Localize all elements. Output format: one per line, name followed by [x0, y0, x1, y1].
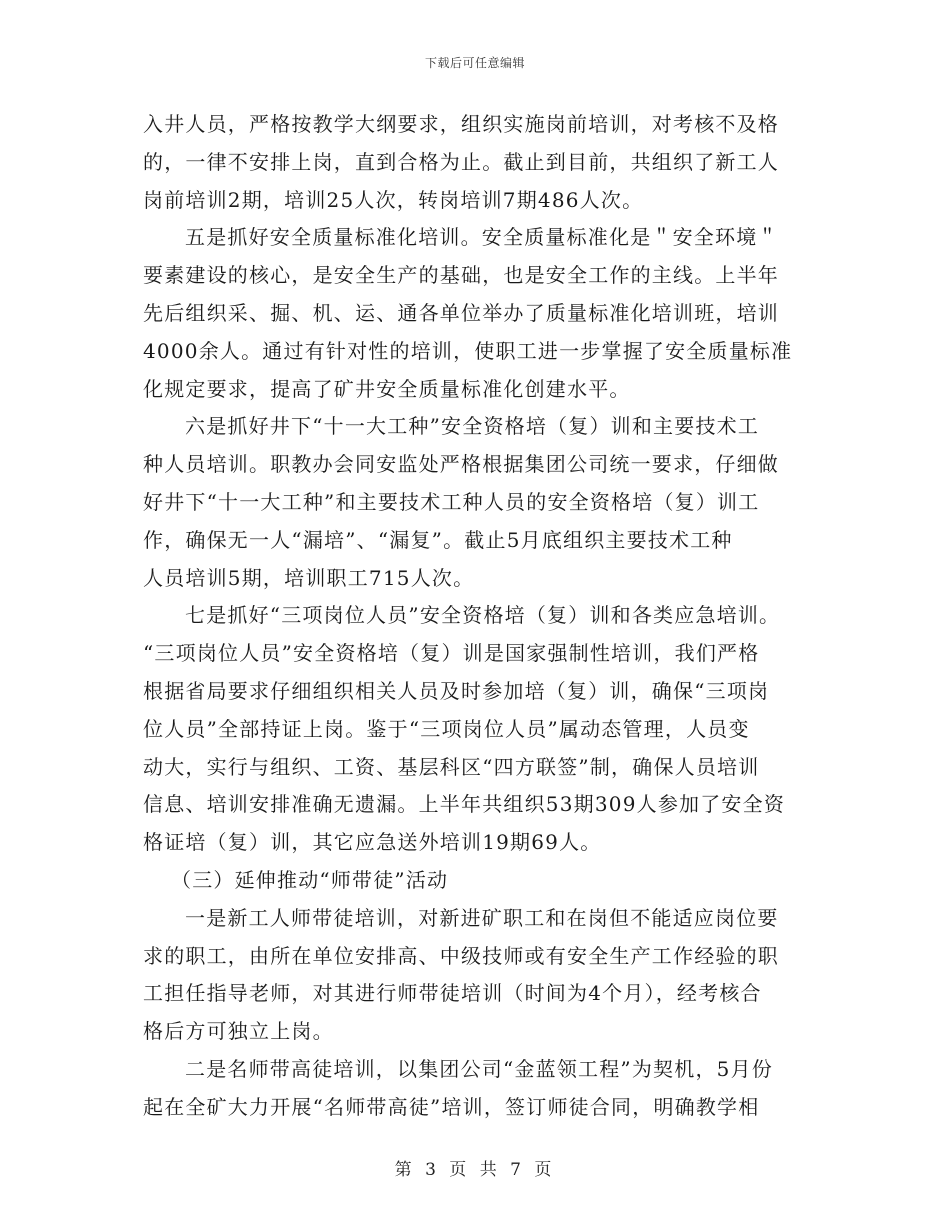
text-line: 入井人员，严格按教学大纲要求，组织实施岗前培训，对考核不及格 [143, 112, 779, 136]
paragraph-start-line: 一是新工人师带徒培训，对新进矿职工和在岗但不能适应岗位要 [185, 905, 779, 930]
page-header: 下载后可任意编辑 [424, 56, 525, 70]
paragraph-start-line: 二是名师带高徒培训，以集团公司“金蓝领工程”为契机，5月份 [185, 1056, 773, 1081]
text-line: 好井下“十一大工种”和主要技术工种人员的安全资格培（复）训工 [143, 489, 760, 514]
text-line: 岗前培训2期，培训25人次，转岗培训7期486人次。 [143, 187, 644, 212]
text-line: 格证培（复）训，其它应急送外培训19期69人。 [143, 830, 602, 855]
text-line: 先后组织采、掘、机、运、通各单位举办了质量标准化培训班，培训 [143, 300, 779, 325]
document-body [143, 106, 807, 1127]
text-line: 求的职工，由所在单位安排高、中级技师或有安全生产工作经验的职 [143, 943, 779, 968]
text-line: 的，一律不安排上岗，直到合格为止。截止到目前，共组织了新工人 [143, 149, 779, 174]
text-line: 格后方可独立上岗。 [143, 1019, 334, 1044]
paragraph-start-line: 六是抓好井下“十一大工种”安全资格培（复）训和主要技术工 [185, 414, 760, 439]
text-line: “三项岗位人员”安全资格培（复）训是国家强制性培训，我们严格 [143, 641, 760, 666]
text-line: 人员培训5期，培训职工715人次。 [143, 565, 475, 590]
paragraph-start-line: 七是抓好“三项岗位人员”安全资格培（复）训和各类应急培训。 [185, 603, 781, 628]
page-footer: 第 3 页 共 7 页 [394, 1160, 556, 1180]
text-line: 4000余人。通过有针对性的培训，使职工进一步掌握了安全质量标准 [143, 338, 793, 363]
paragraph-start-line: 五是抓好安全质量标准化培训。安全质量标准化是＂安全环境＂ [185, 225, 779, 250]
text-line: 位人员”全部持证上岗。鉴于“三项岗位人员”属动态管理，人员变 [143, 716, 750, 741]
section-heading: （三）延伸推动“师带徒”活动 [171, 867, 449, 892]
text-line: 根据省局要求仔细组织相关人员及时参加培（复）训，确保“三项岗 [143, 678, 770, 703]
text-line: 化规定要求，提高了矿井安全质量标准化创建水平。 [143, 376, 631, 401]
text-line: 工担任指导老师，对其进行师带徒培训（时间为4个月），经考核合 [143, 981, 762, 1006]
text-line: 要素建设的核心，是安全生产的基础，也是安全工作的主线。上半年 [143, 263, 779, 288]
text-line: 动大，实行与组织、工资、基层科区“四方联签”制，确保人员培训 [143, 754, 760, 779]
text-line: 种人员培训。职教办会同安监处严格根据集团公司统一要求，仔细做 [143, 452, 779, 477]
text-line: 起在全矿大力开展“名师带高徒”培训，签订师徒合同，明确教学相 [143, 1094, 760, 1119]
text-line: 信息、培训安排准确无遗漏。上半年共组织53期309人参加了安全资 [143, 792, 786, 817]
text-line: 作，确保无一人“漏培”、“漏复”。截止5月底组织主要技术工种 [143, 527, 733, 552]
